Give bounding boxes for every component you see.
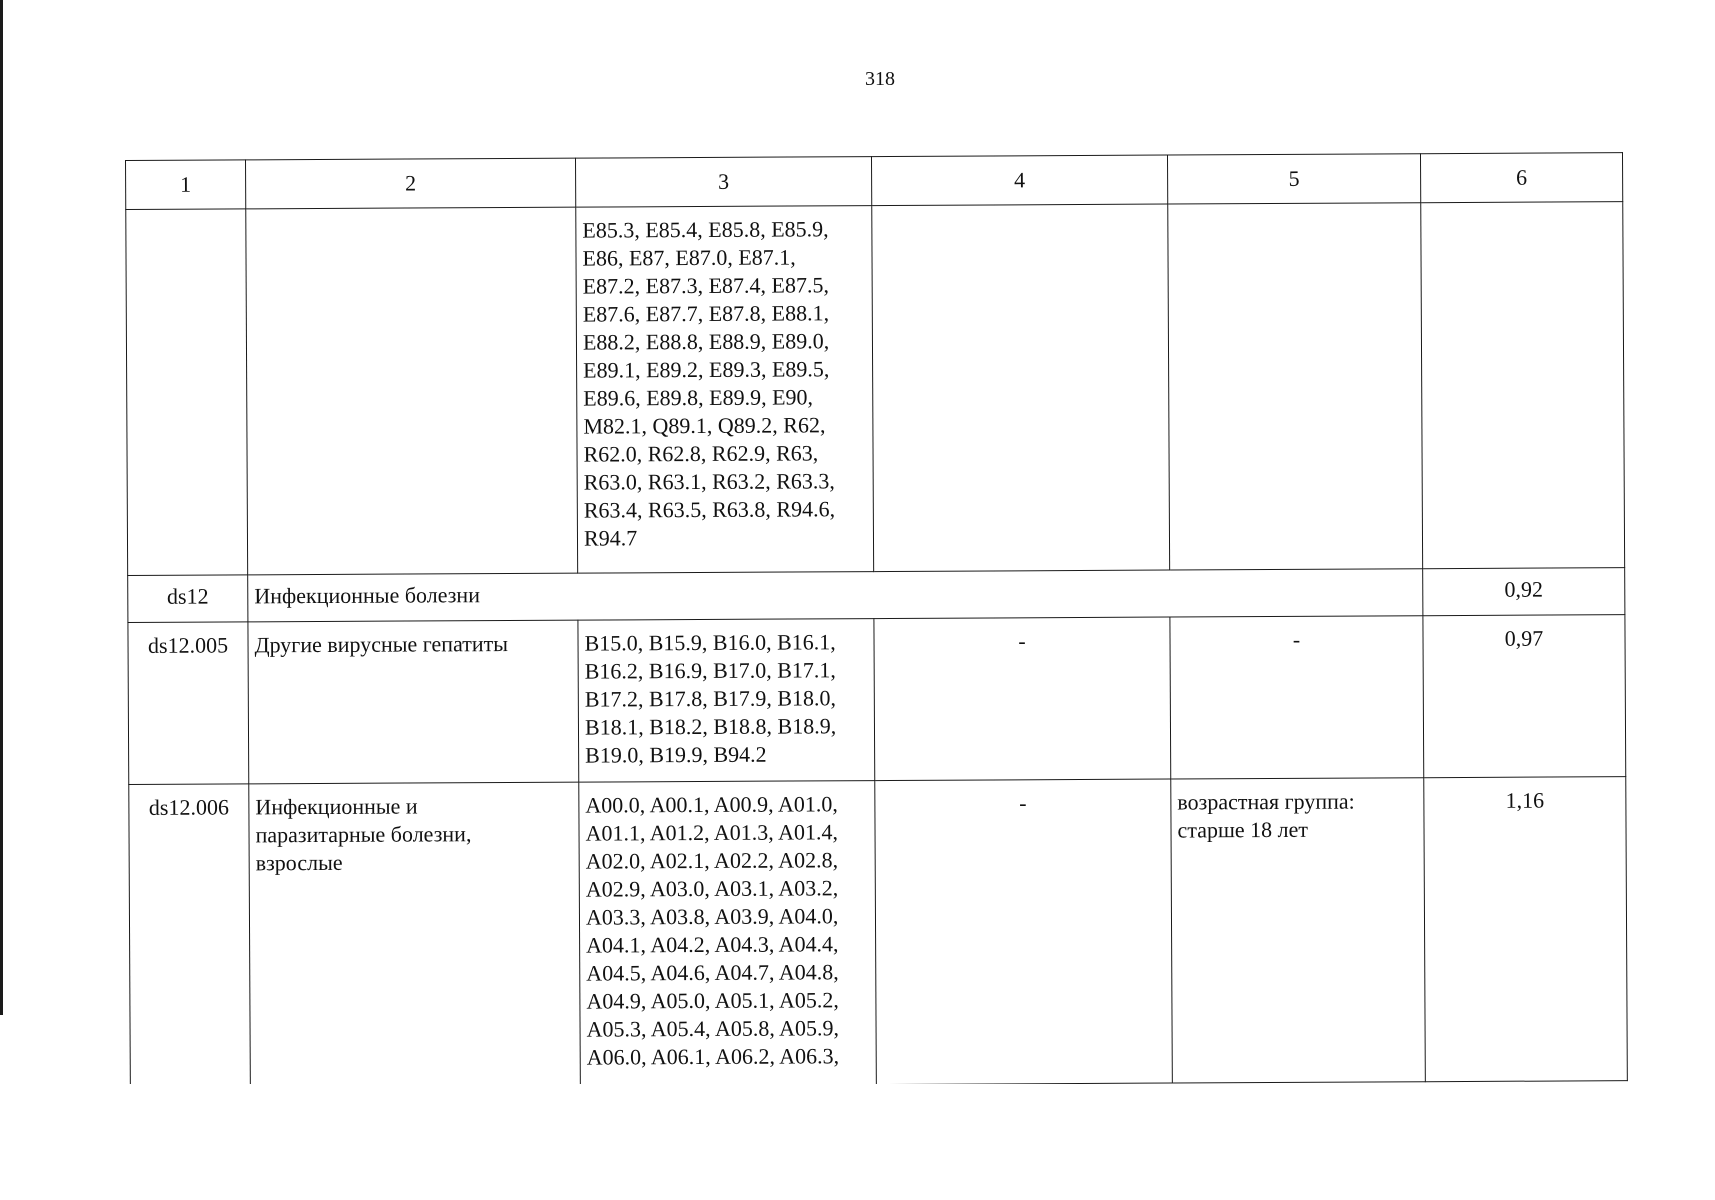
diagnosis-codes-cell [579, 781, 877, 1087]
row-coefficient: 1,16 [1424, 777, 1628, 1082]
column-number-4: 4 [871, 155, 1167, 206]
code-line: A04.9, A05.0, A05.1, A05.2, [586, 987, 839, 1014]
column-5-cell [1171, 778, 1426, 1083]
row-name-line: взрослые [255, 849, 343, 876]
code-line: R63.4, R63.5, R63.8, R94.6, [583, 496, 836, 523]
code-line: A00.0, A00.1, A00.9, A01.0, [585, 791, 838, 818]
cell-empty [126, 209, 248, 576]
code-line: A01.1, A01.2, A01.3, A01.4, [585, 819, 839, 846]
cell-empty [1421, 202, 1625, 569]
row-name-line: паразитарные болезни, [255, 821, 472, 848]
code-line: B18.1, B18.2, B18.8, B18.9, [584, 713, 837, 740]
column-number-3: 3 [575, 157, 871, 208]
code-line: B19.0, B19.9, B94.2 [585, 741, 767, 768]
code-line: B17.2, B17.8, B17.9, B18.0, [584, 685, 837, 712]
page-bottom-margin [0, 1084, 1715, 1200]
code-line: A06.0, A06.1, A06.2, A06.3, [586, 1043, 840, 1070]
code-line: B15.0, B15.9, B16.0, B16.1, [584, 629, 836, 656]
code-line: E89.1, E89.2, E89.3, E89.5, [583, 356, 830, 383]
column-5-value: - [1170, 616, 1424, 779]
code-line: R94.7 [583, 525, 638, 551]
cell-empty [872, 204, 1170, 572]
table-row-ds12-006 [129, 777, 1628, 1089]
code-line: A05.3, A05.4, A05.8, A05.9, [586, 1015, 840, 1042]
table-header-row [126, 153, 1623, 210]
page-number: 318 [865, 68, 895, 90]
diagnosis-codes-cell [578, 619, 875, 783]
code-line: E87.6, E87.7, E87.8, E88.1, [582, 300, 830, 327]
group-code: ds12 [128, 575, 248, 623]
column-number-6: 6 [1420, 153, 1622, 203]
group-name: Инфекционные болезни [248, 569, 1423, 622]
code-line: R63.0, R63.1, R63.2, R63.3, [583, 468, 835, 495]
column-number-5: 5 [1167, 154, 1420, 204]
table-row-continuation [126, 202, 1625, 576]
code-line: E86, E87, E87.0, E87.1, [582, 244, 796, 271]
code-line: A04.1, A04.2, A04.3, A04.4, [586, 931, 839, 958]
age-group-line: старше 18 лет [1177, 816, 1309, 843]
table-row-ds12-005 [128, 615, 1626, 785]
code-line: A03.3, A03.8, A03.9, A04.0, [585, 903, 839, 930]
cell-empty [1168, 203, 1423, 570]
age-group-line: возрастная группа: [1177, 788, 1355, 815]
code-line: E85.3, E85.4, E85.8, E85.9, [582, 216, 829, 243]
row-code: ds12.006 [129, 784, 251, 1089]
row-name: Другие вирусные гепатиты [248, 620, 579, 784]
code-line: E87.2, E87.3, E87.4, E87.5, [582, 272, 829, 299]
document-body [125, 152, 1627, 1089]
code-line: A02.9, A03.0, A03.1, A03.2, [585, 875, 839, 902]
group-coefficient: 0,92 [1423, 568, 1625, 616]
column-number-2: 2 [246, 158, 576, 209]
row-coefficient: 0,97 [1423, 615, 1626, 778]
column-4-value: - [874, 617, 1171, 781]
column-number-1: 1 [126, 160, 246, 210]
scan-left-edge [0, 0, 3, 1015]
row-code: ds12.005 [128, 622, 249, 785]
diagnosis-codes-cell [576, 206, 874, 574]
tariff-table [125, 152, 1628, 1089]
cell-empty [246, 207, 578, 575]
row-name-cell [249, 782, 581, 1088]
code-line: A02.0, A02.1, A02.2, A02.8, [585, 847, 839, 874]
column-4-value: - [875, 779, 1173, 1085]
row-name-line: Инфекционные и [255, 793, 418, 820]
code-line: E88.2, E88.8, E88.9, E89.0, [582, 328, 830, 355]
code-line: A04.5, A04.6, A04.7, A04.8, [586, 959, 839, 986]
code-line: E89.6, E89.8, E89.9, E90, [583, 384, 814, 411]
code-line: R62.0, R62.8, R62.9, R63, [583, 440, 819, 467]
table-row-group-ds12 [128, 568, 1625, 623]
code-line: M82.1, Q89.1, Q89.2, R62, [583, 412, 826, 439]
code-line: B16.2, B16.9, B17.0, B17.1, [584, 657, 836, 684]
